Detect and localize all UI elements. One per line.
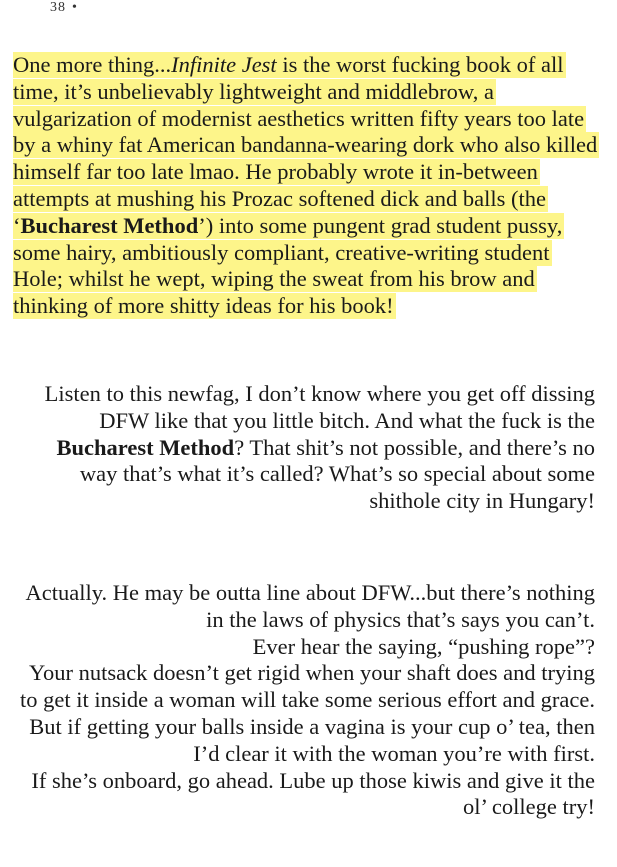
paragraph-3-line: If she’s onboard, go ahead. Lube up those kiwis and give it the ol’ college try! [31, 767, 595, 820]
paragraph-1-text-c: ’) into some pungent grad student pussy, some hairy, ambitiously compliant, creative-writing student Hole; whilst he wept, wiping the sweat from his brow and thinking of more shitty ideas for his book! [13, 212, 563, 319]
paragraph-1-text-a: One more thing... [13, 52, 172, 77]
page-number-bullet: • [72, 0, 78, 15]
paragraph-2-text-a: Listen to this newfag, I don’t know where you get off dissing DFW like that you little bitch. And what the fuck is the [44, 381, 595, 433]
paragraph-3-line: Your nutsack doesn’t get rigid when your shaft does and trying to get it inside a woman will take some serious effort and grace. [19, 660, 595, 713]
paragraph-1-text-b: is the worst fucking book of all time, it’s unbelievably lightweight and middlebrow, a vulgarization of modernist aesthetics written fifty years too late by a whiny fat American bandanna-wearing dork who also killed himself far too late lmao. He probably wrote it in-between attempts at mushing his Prozac softened dick and balls (the ‘ [13, 52, 598, 238]
highlighted-paragraph [13, 52, 598, 320]
reply-paragraph [18, 381, 595, 515]
second-reply-paragraph [18, 580, 595, 821]
bucharest-method-term: Bucharest Method [20, 212, 199, 238]
page-number: 38 [50, 0, 66, 15]
paragraph-3-line: But if getting your balls inside a vagina is your cup o’ tea, then I’d clear it with the woman you’re with first. [29, 713, 595, 766]
bucharest-method-term: Bucharest Method [56, 434, 235, 460]
paragraph-3-line: Actually. He may be outta line about DFW...but there’s nothing in the laws of physics that’s says you can’t. [25, 580, 595, 632]
paragraph-3-line: Ever hear the saying, “pushing rope”? [252, 633, 595, 659]
page-header [50, 0, 78, 16]
paragraph-2-text-b: ? That shit’s not possible, and there’s no way that’s what it’s called? What’s so special about some shithole city in Hungary! [79, 434, 595, 514]
book-title: Infinite Jest [171, 52, 277, 77]
highlight [13, 52, 599, 319]
